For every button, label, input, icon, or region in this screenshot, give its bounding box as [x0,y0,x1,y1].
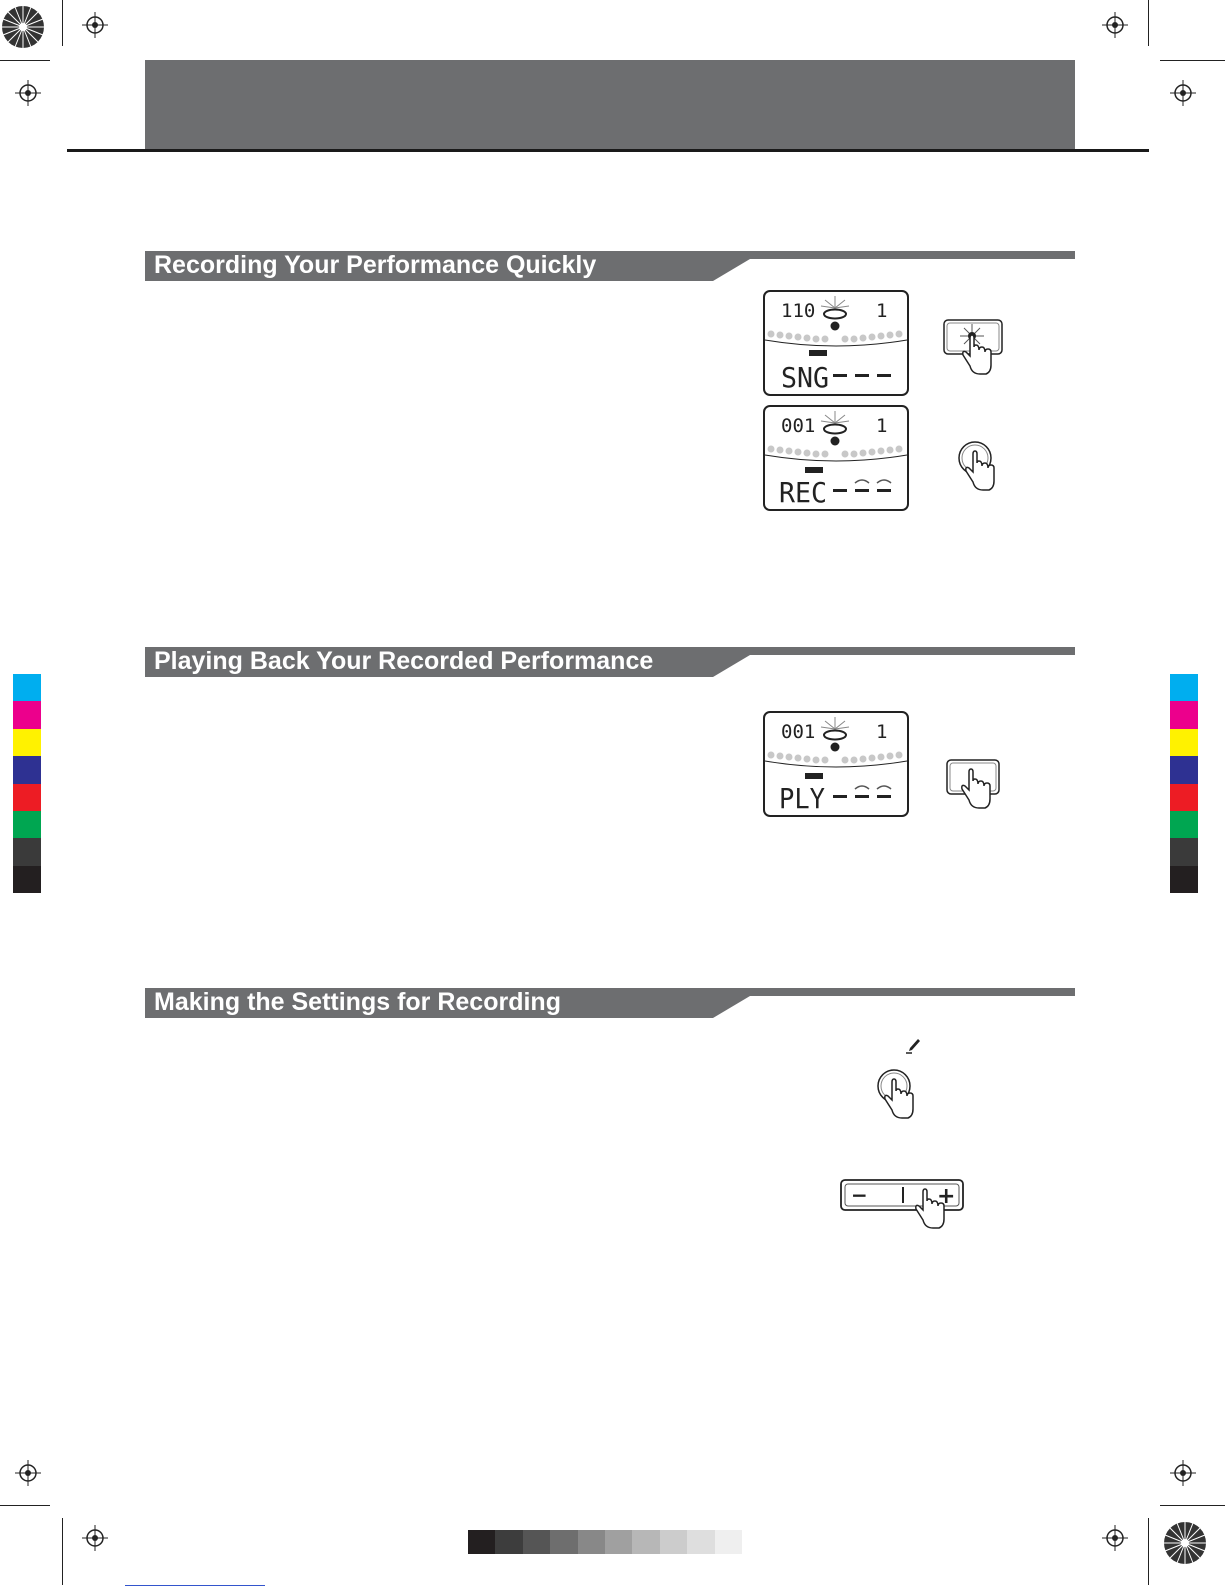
lcd-right-number: 1 [876,415,888,437]
crop-mark [1148,0,1149,46]
color-swatch [1170,811,1198,838]
color-swatch [1170,674,1198,701]
color-swatch [13,811,41,838]
color-swatch [13,756,41,783]
value-rocker-button-icon [839,1178,965,1234]
color-swatch [13,701,41,728]
crop-mark [1148,1518,1149,1585]
gray-swatch [687,1530,714,1554]
crop-mark [62,0,63,46]
section-title: Making the Settings for Recording [154,988,561,1016]
header-rule [67,149,1149,152]
crop-mark [1160,60,1225,61]
registration-target-icon [1170,1460,1196,1486]
registration-starburst-icon [0,4,46,50]
lcd-display [763,405,909,511]
gray-swatch [495,1530,522,1554]
pen-icon [904,1037,922,1055]
header-band [145,60,1075,150]
lcd-top-number: 001 [781,721,816,743]
gray-swatch [523,1530,550,1554]
lcd-display [763,711,909,817]
color-swatch [13,866,41,893]
section-title: Playing Back Your Recorded Performance [154,647,654,675]
gray-swatch [715,1530,742,1554]
registration-target-icon [1102,12,1128,38]
color-swatch [1170,756,1198,783]
registration-target-icon [1102,1525,1128,1551]
lcd-mode-text: PLY [779,782,826,815]
color-swatch [13,784,41,811]
gray-swatch [605,1530,632,1554]
lcd-mode-text: SNG [781,361,829,394]
lcd-right-number: 1 [876,300,888,322]
crop-mark [62,1518,63,1585]
color-swatch [1170,838,1198,865]
registration-target-icon [15,1460,41,1486]
crop-mark [0,60,50,61]
gray-swatch [468,1530,495,1554]
color-swatch [1170,784,1198,811]
registration-target-icon [1170,80,1196,106]
gray-swatch [550,1530,577,1554]
lcd-mode-text: REC [779,476,827,509]
gray-scale-strip [468,1530,742,1554]
lcd-top-number: 001 [781,415,816,437]
color-swatch [1170,866,1198,893]
press-button-icon [945,758,1001,812]
press-lit-button-icon [942,318,1004,378]
registration-starburst-icon [1162,1520,1208,1566]
press-round-button-icon [955,440,1003,492]
color-swatch-column [13,674,41,893]
registration-target-icon [82,12,108,38]
registration-target-icon [15,80,41,106]
gray-swatch [660,1530,687,1554]
lcd-right-number: 1 [876,721,888,743]
crop-mark [0,1505,50,1506]
lcd-top-number: 110 [781,300,816,322]
color-swatch [13,674,41,701]
gray-swatch [578,1530,605,1554]
color-swatch [1170,701,1198,728]
color-swatch [13,838,41,865]
color-swatch [13,729,41,756]
minus-label: − [851,1183,868,1207]
section-title: Recording Your Performance Quickly [154,251,597,279]
color-swatch-column [1170,674,1198,893]
lcd-display [763,290,909,396]
gray-swatch [632,1530,659,1554]
crop-mark [1160,1505,1225,1506]
press-round-button-icon [874,1068,922,1120]
plus-label: + [937,1184,956,1209]
registration-target-icon [82,1525,108,1551]
color-swatch [1170,729,1198,756]
